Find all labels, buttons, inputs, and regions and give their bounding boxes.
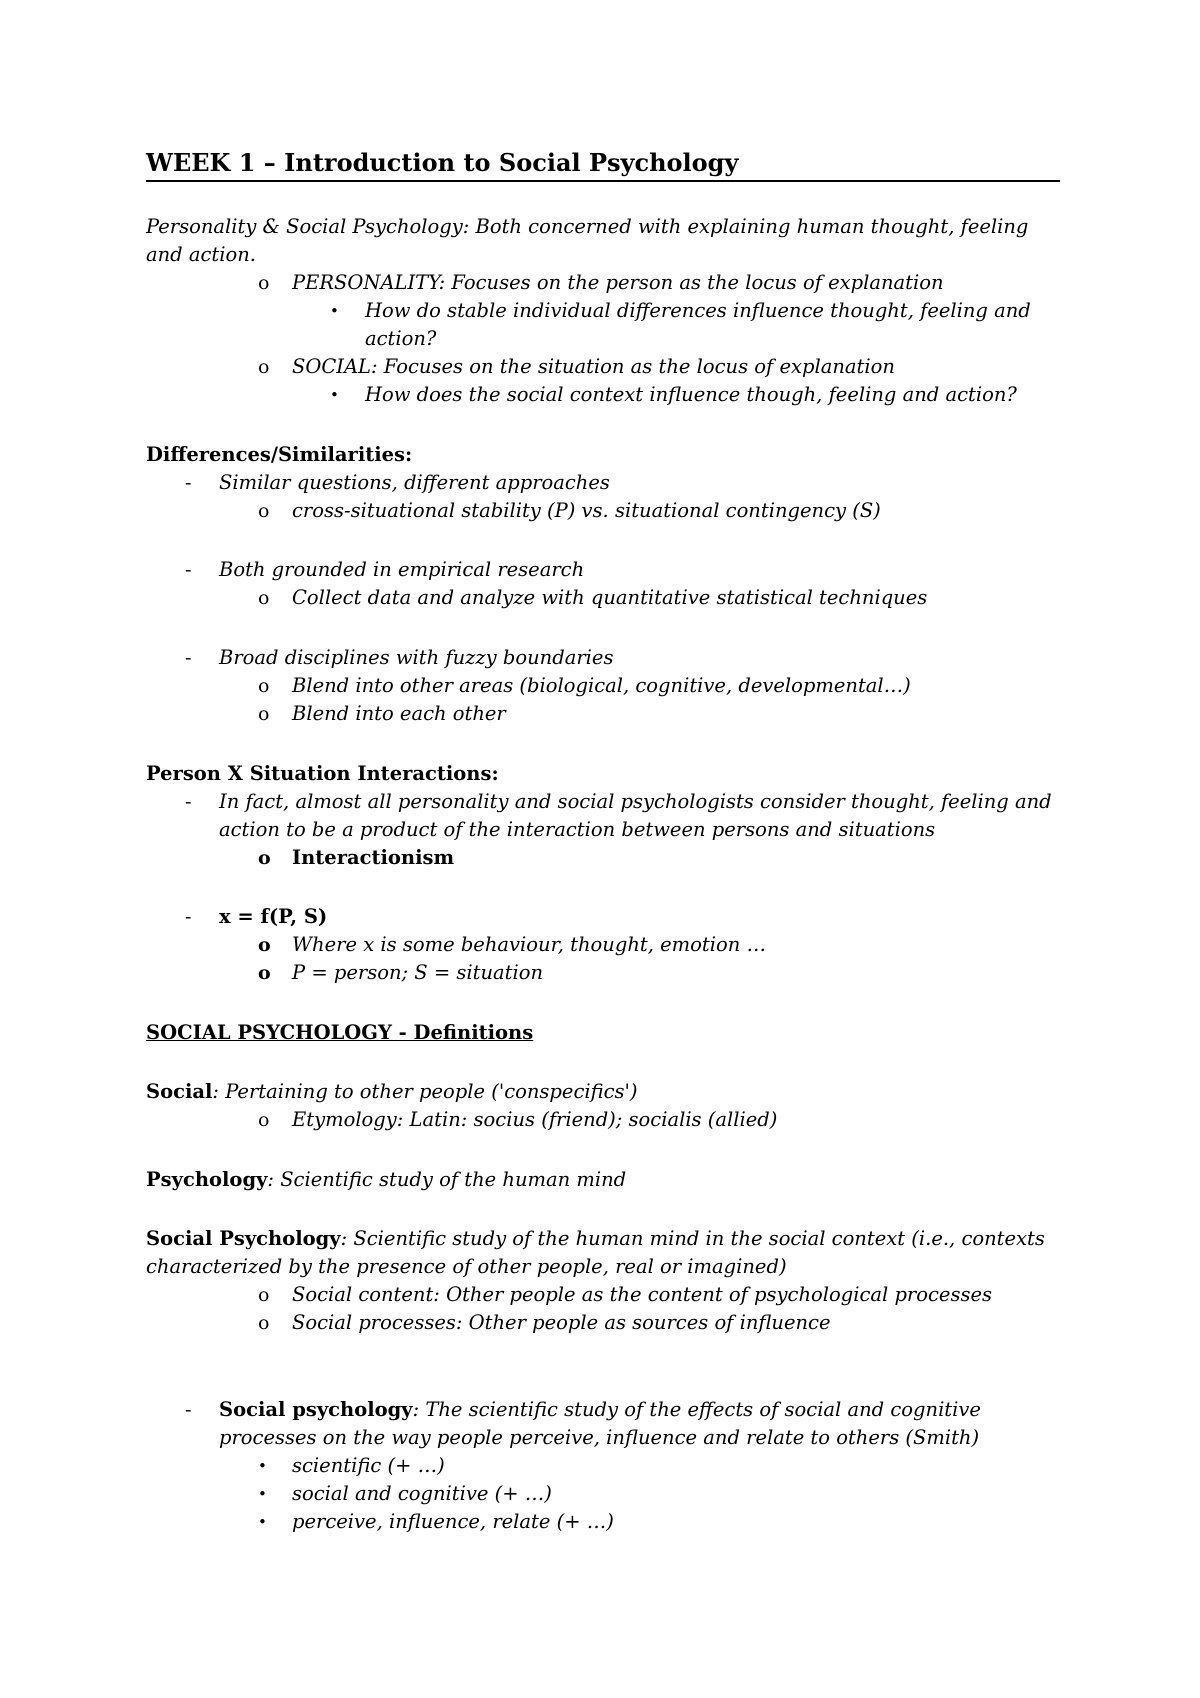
circle-marker: o (258, 675, 270, 697)
personality-item: PERSONALITY: Focuses on the person as the locus of explanation (292, 271, 944, 294)
circle-marker: o (258, 272, 270, 294)
pxs-item-1-line-2: action to be a product of the interaction between persons and situations (219, 818, 936, 841)
definition-term: Social Psychology (146, 1227, 341, 1250)
personality-question-line-1: How do stable individual differences influence thought, feeling and (365, 299, 1031, 322)
circle-marker: o (258, 703, 270, 725)
social-item: SOCIAL: Focuses on the situation as the locus of explanation (292, 355, 895, 378)
personality-question-line-2: action? (365, 327, 437, 350)
definition-smith-line-2: processes on the way people perceive, influence and relate to others (Smith) (219, 1426, 980, 1449)
diff-item-3: Broad disciplines with fuzzy boundaries (219, 646, 614, 669)
bullet-marker: • (330, 302, 339, 320)
circle-marker: o (258, 847, 271, 869)
diff-item-2-sub: Collect data and analyze with quantitative statistical techniques (292, 586, 928, 609)
dash-marker: - (185, 906, 192, 928)
definition-psychology (146, 1166, 626, 1194)
circle-marker: o (258, 356, 270, 378)
circle-marker: o (258, 1109, 270, 1131)
dash-marker: - (185, 647, 192, 669)
bullet-marker: • (330, 386, 339, 404)
definition-text: : Scientific study of the human mind (267, 1168, 627, 1191)
smith-bullet-1: scientific (+ …) (292, 1454, 445, 1477)
diff-item-1-sub: cross-situational stability (P) vs. situational contingency (S) (292, 499, 881, 522)
bullet-marker: • (258, 1513, 267, 1531)
etymology-item: Etymology: Latin: socius (friend); socialis (allied) (292, 1108, 778, 1131)
bullet-marker: • (258, 1485, 267, 1503)
definition-social-psychology-line-2: characterized by the presence of other people, real or imagined) (146, 1255, 787, 1278)
pxs-formula: x = f(P, S) (219, 905, 328, 928)
smith-bullet-3: perceive, influence, relate (+ …) (292, 1510, 614, 1533)
definition-term: Social psychology (219, 1398, 413, 1421)
diff-item-2: Both grounded in empirical research (219, 558, 585, 581)
bullet-marker: • (258, 1457, 267, 1475)
section-heading-differences: Differences/Similarities: (146, 443, 413, 466)
circle-marker: o (258, 962, 271, 984)
definition-text: : The scientific study of the effects of social and cognitive (412, 1398, 981, 1421)
circle-marker: o (258, 500, 270, 522)
circle-marker: o (258, 1312, 270, 1334)
definition-social-psychology (146, 1225, 1045, 1253)
dash-marker: - (185, 1399, 192, 1421)
definition-smith (219, 1396, 981, 1424)
social-content-item: Social content: Other people as the content of psychological processes (292, 1283, 993, 1306)
diff-item-3-sub-2: Blend into each other (292, 702, 506, 725)
definition-text: : Scientific study of the human mind in the social context (i.e., contexts (340, 1227, 1045, 1250)
diff-item-3-sub-1: Blend into other areas (biological, cognitive, developmental…) (292, 674, 911, 697)
diff-item-1: Similar questions, different approaches (219, 471, 610, 494)
definition-term: Social (146, 1080, 213, 1103)
pxs-item-1-sub: Interactionism (292, 846, 455, 869)
definition-text: : Pertaining to other people ('conspecifics') (212, 1080, 638, 1103)
circle-marker: o (258, 1284, 270, 1306)
pxs-item-2-sub-2: P = person; S = situation (292, 961, 544, 984)
dash-marker: - (185, 791, 192, 813)
smith-bullet-2: social and cognitive (+ …) (292, 1482, 552, 1505)
intro-line-2: and action. (146, 243, 256, 266)
section-heading-definitions: SOCIAL PSYCHOLOGY - Definitions (146, 1021, 534, 1044)
pxs-item-2-sub-1: Where x is some behaviour, thought, emotion … (292, 933, 766, 956)
social-question: How does the social context influence though, feeling and action? (365, 383, 1017, 406)
social-processes-item: Social processes: Other people as sources of influence (292, 1311, 831, 1334)
definition-social (146, 1078, 638, 1106)
page-title: WEEK 1 – Introduction to Social Psychology (146, 146, 1060, 182)
dash-marker: - (185, 472, 192, 494)
section-heading-person-situation: Person X Situation Interactions: (146, 762, 499, 785)
intro-line-1: Personality & Social Psychology: Both concerned with explaining human thought, feeling (146, 215, 1029, 238)
dash-marker: - (185, 559, 192, 581)
definition-term: Psychology (146, 1168, 268, 1191)
pxs-item-1-line-1: In fact, almost all personality and social psychologists consider thought, feeling and (219, 790, 1052, 813)
circle-marker: o (258, 934, 271, 956)
circle-marker: o (258, 587, 270, 609)
